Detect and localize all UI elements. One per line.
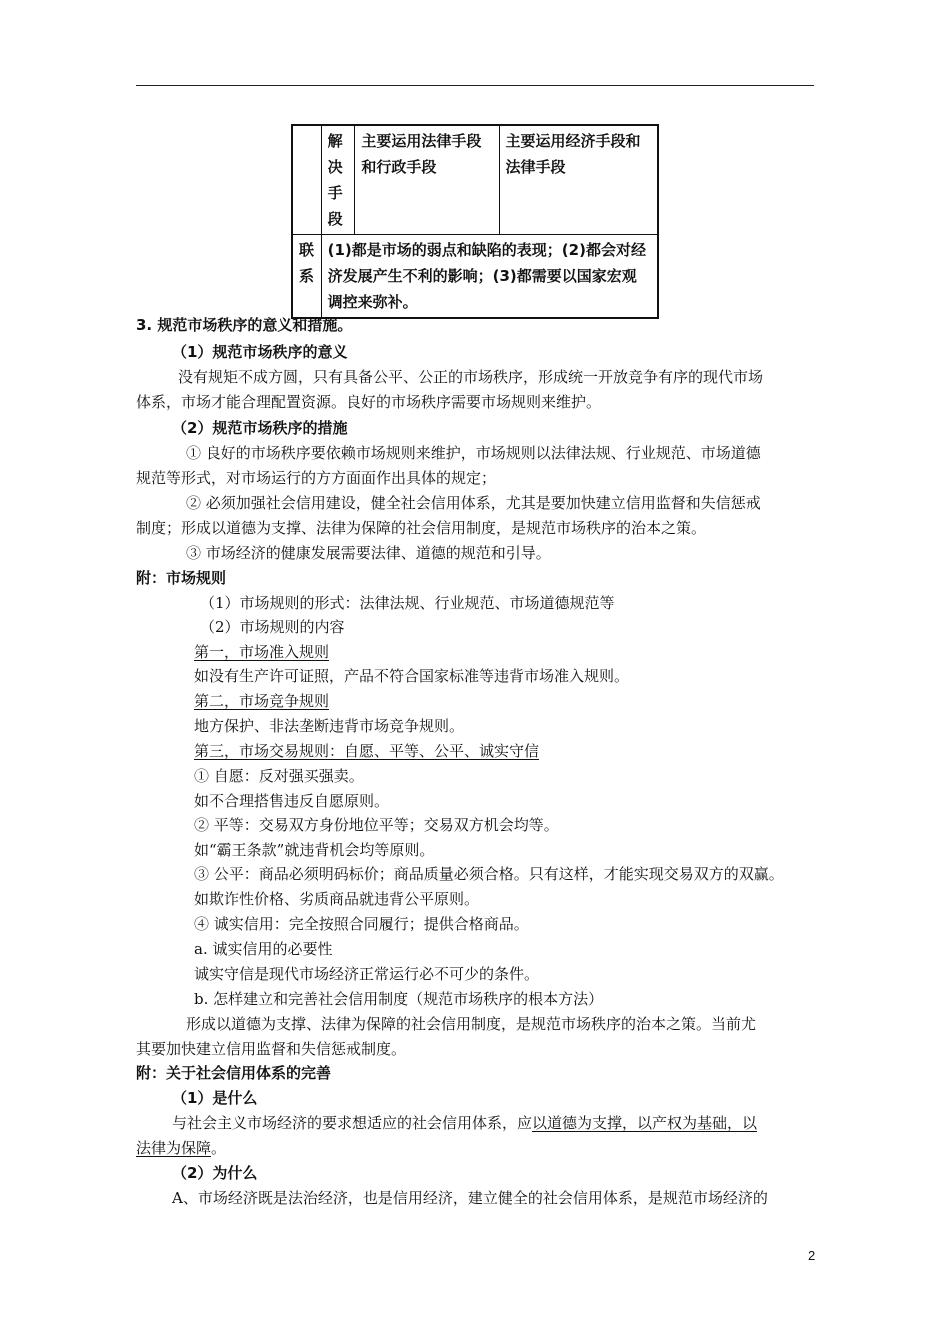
paragraph-line: ③ 公平：商品必须明码标价；商品质量必须合格。只有这样，才能实现交易双方的双赢。 [194, 865, 784, 883]
row-header-char: 手 [327, 184, 343, 202]
underlined-text: 法律为保障 [136, 1139, 212, 1157]
appendix-heading: 附：关于社会信用体系的完善 [136, 1064, 332, 1082]
paragraph-line [172, 1113, 757, 1133]
header-rule [136, 85, 814, 86]
underlined-heading: 第三，市场交易规则：自愿、平等、公平、诚实守信 [194, 742, 540, 760]
paragraph-line: （2）市场规则的内容 [200, 618, 345, 636]
table-cell: (1)都是市场的弱点和缺陷的表现；(2)都会对经济发展产生不利的影响；(3)都需要以国家宏观调控来弥补。 [321, 235, 658, 319]
row-header-char: 段 [327, 210, 343, 228]
underlined-text: 以道德为支撑，以产权为基础，以 [532, 1114, 758, 1132]
paragraph-line: 地方保护、非法垄断违背市场竞争规则。 [194, 717, 465, 735]
paragraph-line: ① 良好的市场秩序要依赖市场规则来维护，市场规则以法律法规、行业规范、市场道德 [186, 444, 761, 462]
paragraph-line: a. 诚实信用的必要性 [194, 940, 333, 958]
subsection-heading: （2）规范市场秩序的措施 [172, 419, 348, 437]
table-cell: 主要运用经济手段和法律手段 [499, 125, 658, 235]
paragraph-line: 诚实守信是现代市场经济正常运行必不可少的条件。 [194, 965, 540, 983]
row-header-char: 联 [299, 241, 315, 259]
paragraph-line: 其要加快建立信用监督和失信惩戒制度。 [136, 1040, 407, 1058]
paragraph-line: 制度；形成以道德为支撑、法律为保障的社会信用制度，是规范市场秩序的治本之策。 [136, 519, 707, 537]
page-number: 2 [808, 1248, 816, 1263]
table-cell [292, 125, 321, 235]
subsection-heading: （1）规范市场秩序的意义 [172, 343, 348, 361]
paragraph-line [136, 1138, 226, 1158]
paragraph-line: 如“霸王条款”就违背机会均等原则。 [194, 841, 435, 859]
underlined-heading: 第一，市场准入规则 [194, 643, 330, 661]
paragraph-line: ② 必须加强社会信用建设，健全社会信用体系，尤其是要加快建立信用监督和失信惩戒 [186, 494, 761, 512]
comparison-table [291, 124, 659, 319]
table-row [292, 125, 658, 235]
row-header-char: 系 [299, 267, 315, 285]
appendix-heading: 附：市场规则 [136, 569, 227, 587]
paragraph-line: A、市场经济既是法治经济，也是信用经济，建立健全的社会信用体系，是规范市场经济的 [172, 1189, 768, 1207]
row-header-solution [321, 125, 355, 235]
paragraph-line: ④ 诚实信用：完全按照合同履行；提供合格商品。 [194, 915, 529, 933]
subsection-heading: （2）为什么 [172, 1164, 258, 1182]
subsection-heading: （1）是什么 [172, 1089, 258, 1107]
row-header-relation [292, 235, 321, 319]
paragraph-line: ① 自愿：反对强买强卖。 [194, 767, 364, 785]
paragraph-line: 形成以道德为支撑、法律为保障的社会信用制度，是规范市场秩序的治本之策。当前尤 [186, 1015, 757, 1033]
table-row [292, 235, 658, 319]
section-heading: 3. 规范市场秩序的意义和措施。 [136, 316, 353, 334]
text-span: 。 [211, 1139, 227, 1157]
row-header-char: 决 [327, 158, 343, 176]
paragraph-line: ③ 市场经济的健康发展需要法律、道德的规范和引导。 [186, 544, 551, 562]
paragraph-line: 没有规矩不成方圆，只有具备公平、公正的市场秩序，形成统一开放竞争有序的现代市场 [178, 368, 764, 386]
paragraph-line: 如没有生产许可证照，产品不符合国家标准等违背市场准入规则。 [194, 667, 630, 685]
paragraph-line: 规范等形式，对市场运行的方方面面作出具体的规定； [136, 469, 497, 487]
paragraph-line: 如欺诈性价格、劣质商品就违背公平原则。 [194, 890, 480, 908]
paragraph-line: b. 怎样建立和完善社会信用制度（规范市场秩序的根本方法） [194, 990, 604, 1008]
table-cell: 主要运用法律手段和行政手段 [355, 125, 499, 235]
underlined-heading: 第二，市场竞争规则 [194, 692, 330, 710]
row-header-char: 解 [327, 132, 343, 150]
paragraph-line: ② 平等：交易双方身份地位平等；交易双方机会均等。 [194, 816, 559, 834]
text-span: 与社会主义市场经济的要求想适应的社会信用体系，应 [172, 1114, 533, 1132]
paragraph-line: 如不合理搭售违反自愿原则。 [194, 792, 390, 810]
paragraph-line: 体系，市场才能合理配置资源。良好的市场秩序需要市场规则来维护。 [136, 393, 602, 411]
paragraph-line: （1）市场规则的形式：法律法规、行业规范、市场道德规范等 [200, 594, 615, 612]
